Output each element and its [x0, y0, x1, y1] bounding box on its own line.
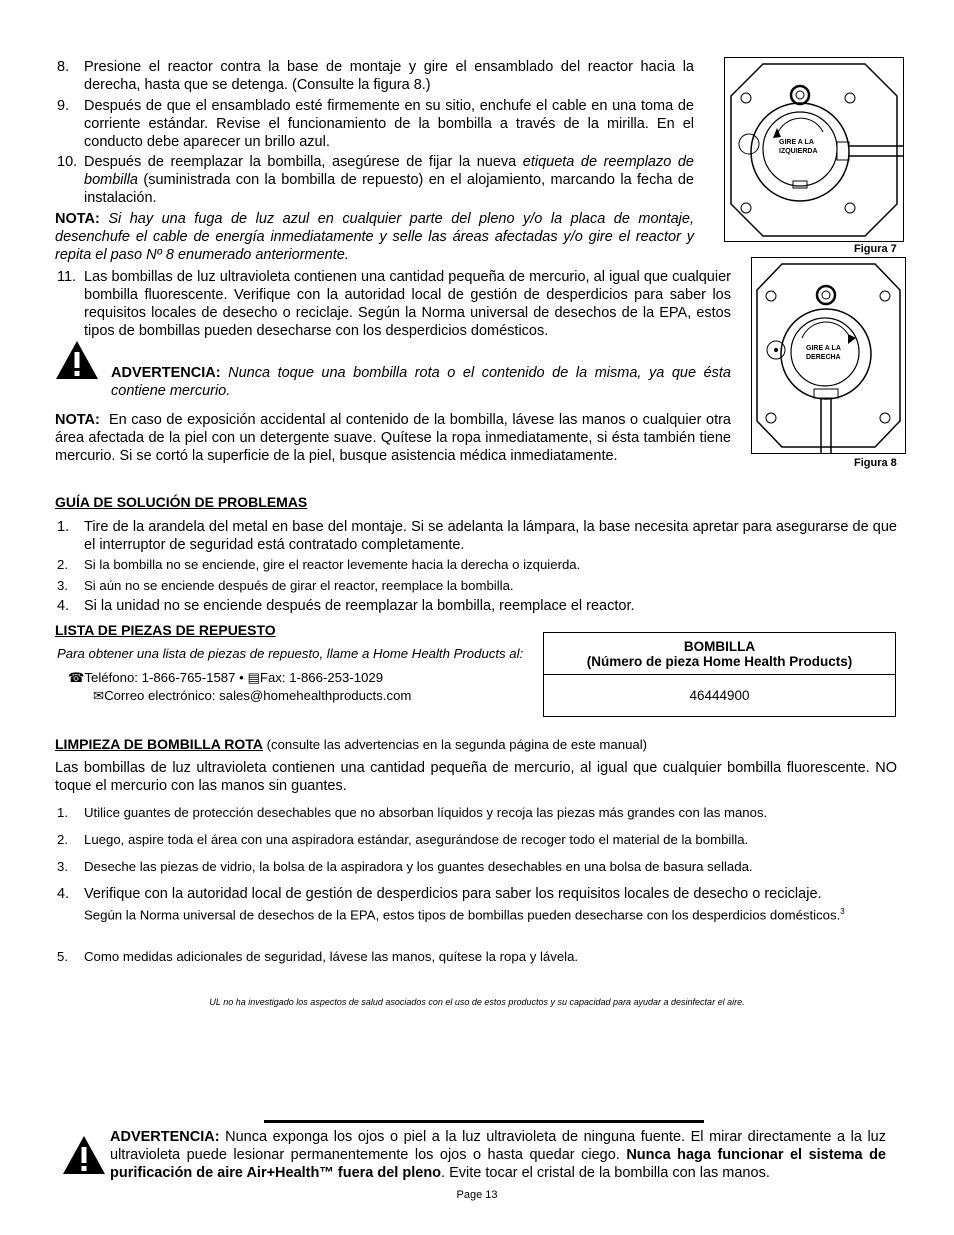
page-number: Page 13 [456, 1189, 498, 1201]
email-line [93, 687, 411, 704]
figure-7 [724, 57, 904, 242]
parts-contact-line [68, 669, 383, 686]
parts-heading: LISTA DE PIEZAS DE REPUESTO [55, 622, 276, 638]
ts-2-text: Si la bombilla no se enciende, gire el reactor levemente hacia la derecha o izquierda. [84, 557, 581, 572]
phone-number[interactable]: Teléfono: 1-866-765-1587 • [84, 670, 244, 685]
cleanup-3-number: 3. [57, 859, 68, 874]
figure-8-label-2: DERECHA [806, 354, 841, 361]
envelope-icon: ✉ [93, 688, 105, 703]
cleanup-4-text-a: Verifique con la autoridad local de gestión de desperdicios para saber los requisitos locales de desecho o reciclaje. [84, 886, 822, 902]
cleanup-4-number: 4. [57, 886, 70, 902]
ts-1-number: 1. [57, 519, 70, 535]
cleanup-5-text: Como medidas adicionales de seguridad, lávese las manos, quítese la ropa y lávela. [84, 949, 579, 964]
cleanup-1-text: Utilice guantes de protección desechables que no absorban líquidos y recoja las piezas más grandes con las manos. [84, 805, 768, 820]
parts-intro: Para obtener una lista de piezas de repuesto, llame a Home Health Products al: [57, 646, 524, 661]
parts-table-header [544, 633, 896, 675]
warning-icon-bottom [62, 1135, 106, 1175]
figure-7-caption: Figura 7 [854, 243, 897, 255]
step-9-number: 9. [57, 98, 70, 114]
figure-8 [751, 257, 906, 454]
step-11-text: Las bombillas de luz ultravioleta contienen una cantidad pequeña de mercurio, al igual que cualquier bombilla fluorescente. Verifique con la autoridad local de gestión de desperdicios para saber los requisitos locales de desecho o reciclaje. Según la Norma universal de desechos de la EPA, estos tipos de bombillas pueden desecharse con los desperdicios domésticos. [84, 269, 731, 339]
cleanup-heading-line [55, 736, 647, 754]
figure-8-label-1: GIRE A LA [806, 345, 841, 352]
ts-4-text: Si la unidad no se enciende después de reemplazar la bombilla, reemplace el reactor. [84, 598, 635, 614]
step-10-text: Después de reemplazar la bombilla, asegúrese de fijar la nueva etiqueta de reemplazo de bombilla (suministrada con la bombilla de repuesto) en el alojamiento, marcando la fecha de instalación. [84, 154, 694, 206]
ts-3-text: Si aún no se enciende después de girar el reactor, reemplace la bombilla. [84, 578, 514, 593]
cleanup-heading: LIMPIEZA DE BOMBILLA ROTA [55, 736, 263, 752]
ts-4-number: 4. [57, 598, 70, 614]
parts-table-header-1: BOMBILLA [683, 638, 756, 654]
step-10-number: 10. [57, 154, 78, 170]
cleanup-5-number: 5. [57, 949, 68, 964]
ul-note: UL no ha investigado los aspectos de salud asociados con el uso de estos productos y su capacidad para ayudar a desinfectar el aire. [209, 997, 745, 1007]
phone-icon: ☎ [68, 670, 85, 685]
cleanup-intro: Las bombillas de luz ultravioleta contienen una cantidad pequeña de mercurio, al igual que cualquier bombilla fluorescente. NO toque el mercurio con las manos sin guantes. [55, 760, 897, 794]
figure-7-label-2: IZQUIERDA [779, 148, 818, 155]
divider [264, 1120, 704, 1123]
email-address[interactable]: Correo electrónico: sales@homehealthproducts.com [104, 688, 412, 703]
figure-7-label-1: GIRE A LA [779, 139, 814, 146]
fax-number[interactable]: Fax: 1-866-253-1029 [259, 670, 384, 685]
step-9-text: Después de que el ensamblado esté firmemente en su sitio, enchufe el cable en una toma de corriente estándar. Revise el funcionamiento de la bombilla a través de la mirilla. En el conducto debe aparecer un brillo azul. [84, 98, 694, 150]
cleanup-3-text: Deseche las piezas de vidrio, la bolsa de la aspiradora y los guantes desechables en una bolsa de basura sellada. [84, 859, 753, 874]
warning-icon [55, 340, 99, 380]
ts-1-text: Tire de la arandela del metal en base del montaje. Si se adelanta la lámpara, la base necesita apretar para asegurarse de que el interruptor de seguridad está contratado completamente. [84, 519, 897, 553]
nota-1: NOTA: Si hay una fuga de luz azul en cualquier parte del pleno y/o la placa de montaje, desenchufe el cable de energía inmediatamente y selle las áreas afectadas y/o gire el reactor y repita el paso Nº 8 enumerado anteriormente. [55, 211, 695, 263]
parts-table-value: 46444900 [544, 675, 896, 717]
fax-icon: ▤ [247, 670, 260, 685]
parts-table-header-2: (Número de pieza Home Health Products) [586, 653, 853, 669]
step-8-text: Presione el reactor contra la base de montaje y gire el ensamblado del reactor hacia la derecha, hasta que se detenga. (Consulte la figura 8.) [84, 59, 694, 93]
advertencia-1: ADVERTENCIA: Nunca toque una bombilla rota o el contenido de la misma, ya que ésta contiene mercurio. [111, 365, 731, 399]
cleanup-heading-note: (consulte las advertencias en la segunda página de este manual) [262, 737, 648, 752]
cleanup-1-number: 1. [57, 805, 68, 820]
ts-2-number: 2. [57, 557, 68, 572]
cleanup-2-text: Luego, aspire toda el área con una aspiradora estándar, asegurándose de recoger todo el material de la bombilla. [84, 832, 749, 847]
figure-8-caption: Figura 8 [854, 457, 897, 469]
step-8-number: 8. [57, 59, 70, 75]
nota-2: NOTA: En caso de exposición accidental al contenido de la bombilla, lávese las manos o cualquier otra área afectada de la piel con un detergente suave. Quítese la ropa inmediatamente, si ésta también tiene mercurio. Si se cortó la superficie de la piel, busque asistencia médica inmediatamente. [55, 412, 731, 464]
figure-7-drawing [725, 58, 903, 241]
parts-table [543, 632, 896, 717]
troubleshooting-heading: GUÍA DE SOLUCIÓN DE PROBLEMAS [55, 494, 308, 510]
cleanup-2-number: 2. [57, 832, 68, 847]
figure-8-drawing [752, 258, 905, 453]
step-11-number: 11. [57, 269, 77, 285]
ts-3-number: 3. [57, 578, 68, 593]
cleanup-4-text-b: Según la Norma universal de desechos de la EPA, estos tipos de bombillas pueden desecharse con los desperdicios domésticos.$^3$ [84, 907, 845, 923]
bottom-warning: ADVERTENCIA: Nunca exponga los ojos o piel a la luz ultravioleta de ninguna fuente. El mirar directamente a la luz ultravioleta puede lesionar permanentemente los ojos o hasta quedar ciego. Nunca haga funcionar el sistema de purificación de aire Air+Health™ fuera del pleno. Evite tocar el cristal de la bombilla con las manos. [110, 1129, 886, 1181]
